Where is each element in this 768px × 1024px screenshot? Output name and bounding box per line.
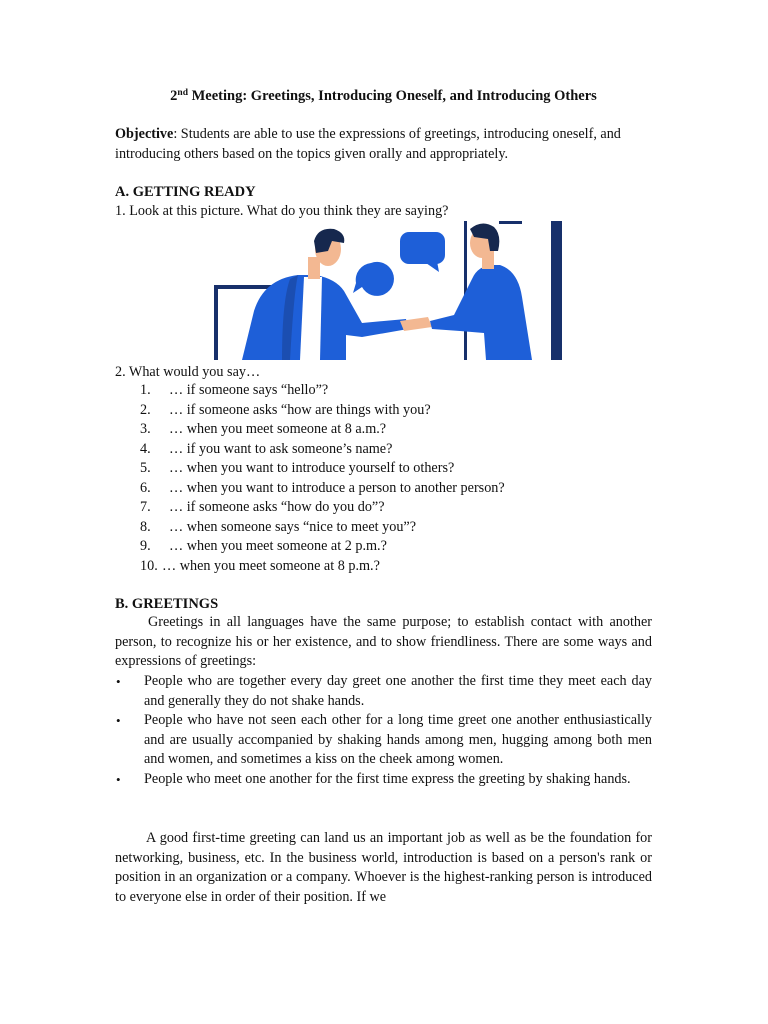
- objective-paragraph: [115, 124, 652, 164]
- section-b-heading: B. GREETINGS: [115, 596, 219, 612]
- greetings-closing-paragraph: A good first-time greeting can land us an important job as well as be the foundation for networking, business, etc. In the business world, introduction is based on a person's rank or position in an organization or a company. Whoever is the highest-ranking person is introduced to everyone else in order of their position. If we: [115, 830, 652, 905]
- two-men-shaking-hands-illustration: [186, 221, 581, 360]
- list-item: 2. … if someone asks “how are things with you?: [140, 401, 431, 418]
- bullet-icon: •: [116, 771, 121, 787]
- bullet-icon: •: [116, 674, 121, 689]
- section-a-heading: A. GETTING READY: [115, 184, 256, 200]
- list-item: • People who are together every day greet one another the first time they meet each day and generally they do not shake hands.: [116, 673, 652, 709]
- list-item: • People who have not seen each other for a long time greet one another enthusiastically and are usually accompanied by shaking hands among men, hugging among both men and women, and sometimes a kiss on the cheek among women.: [116, 712, 652, 768]
- question-list: [140, 381, 505, 576]
- list-item: 9. … when you meet someone at 2 p.m.?: [140, 538, 387, 554]
- objective-label: Objective: [115, 126, 174, 142]
- greetings-intro-paragraph: Greetings in all languages have the same purpose; to establish contact with another person, to recognize his or her existence, and to show friendliness. There are some ways and expressions of greetings:: [115, 614, 652, 670]
- list-item: 1. … if someone says “hello”?: [140, 382, 329, 398]
- title-superscript: nd: [177, 88, 188, 98]
- question-2: 2. What would you say…: [115, 364, 261, 380]
- list-item: 8. … when someone says “nice to meet you”?: [140, 518, 417, 535]
- list-item: 10. … when you meet someone at 8 p.m.?: [140, 557, 380, 574]
- greetings-bullet-list: [115, 672, 652, 790]
- bullet-icon: •: [116, 713, 121, 729]
- list-item: 5. … when you want to introduce yourself to others?: [140, 460, 455, 476]
- page-title: [115, 86, 652, 106]
- question-1: 1. Look at this picture. What do you think they are saying?: [115, 203, 449, 219]
- list-item: 3. … when you meet someone at 8 a.m.?: [140, 421, 387, 437]
- title-text: Meeting: Greetings, Introducing Oneself, and Introducing Others: [187, 88, 597, 104]
- list-item: • People who meet one another for the first time express the greeting by shaking hands.: [115, 770, 652, 790]
- objective-text: : Students are able to use the expressions of greetings, introducing oneself, and introducing others based on the topics given orally and appropriately.: [115, 126, 621, 162]
- list-item: 4. … if you want to ask someone’s name?: [140, 440, 393, 457]
- list-item: 7. … if someone asks “how do you do”?: [140, 499, 385, 515]
- title-prefix: 2: [170, 88, 178, 104]
- list-item: 6. … when you want to introduce a person to another person?: [140, 479, 505, 496]
